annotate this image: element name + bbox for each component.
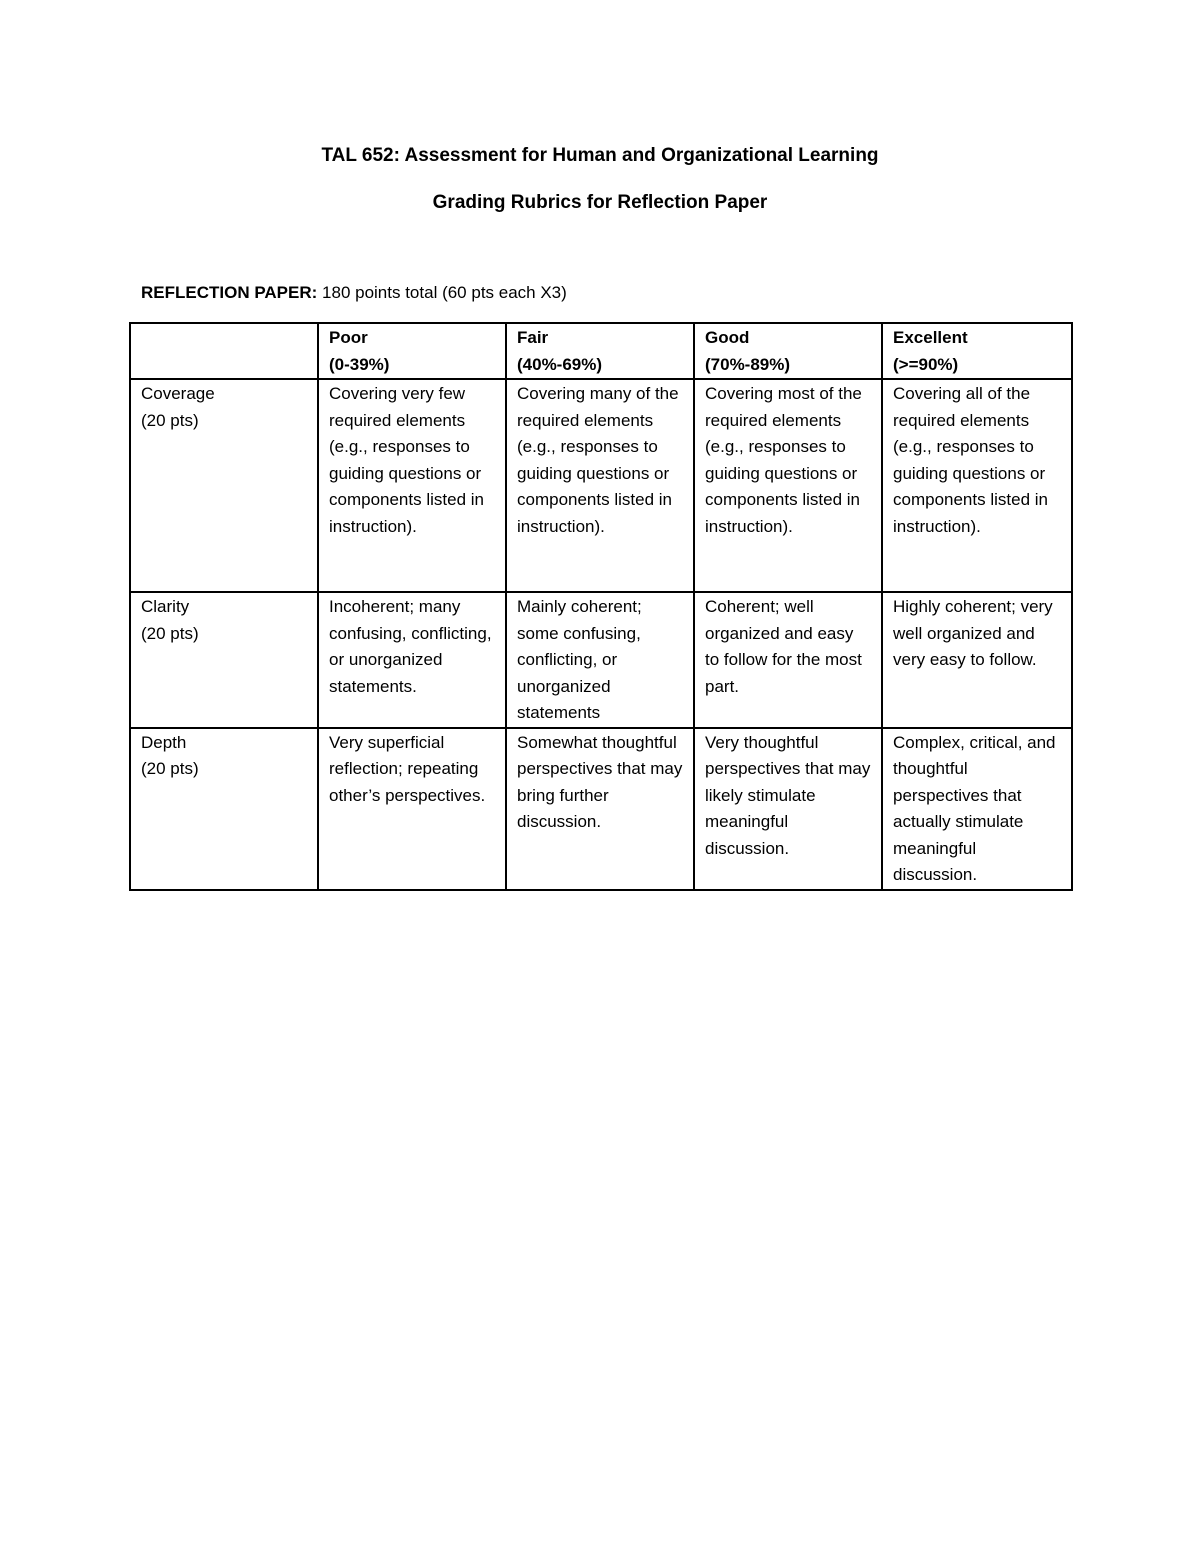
- column-range: (40%-69%): [517, 354, 603, 374]
- rubric-cell: Covering all of the required elements (e.g., responses to guiding questions or components listed in instruction).: [882, 379, 1072, 592]
- column-name: Good: [705, 328, 750, 347]
- rubric-header-row: [130, 323, 1072, 379]
- column-range: (0-39%): [329, 354, 390, 374]
- criterion-points: (20 pts): [141, 410, 199, 430]
- column-header-fair: [506, 323, 694, 379]
- column-range: (70%-89%): [705, 354, 791, 374]
- rubric-cell: Covering many of the required elements (e.g., responses to guiding questions or components listed in instruction).: [506, 379, 694, 592]
- criterion-cell: [130, 379, 318, 592]
- rubric-cell: Very superficial reflection; repeating other’s perspectives.: [318, 728, 506, 890]
- rubric-row-clarity: [130, 592, 1072, 728]
- criterion-name: Depth: [141, 732, 187, 752]
- rubric-cell: Highly coherent; very well organized and very easy to follow.: [882, 592, 1072, 728]
- column-range: (>=90%): [893, 354, 959, 374]
- document-title: TAL 652: Assessment for Human and Organizational Learning: [321, 145, 879, 166]
- criterion-name: Clarity: [141, 597, 190, 616]
- criterion-cell: [130, 592, 318, 728]
- rubric-row-depth: [130, 728, 1072, 890]
- summary-text: 180 points total (60 pts each X3): [317, 283, 567, 302]
- column-name: Fair: [517, 328, 549, 347]
- column-header-poor: [318, 323, 506, 379]
- rubric-cell: Complex, critical, and thoughtful perspectives that actually stimulate meaningful discussion.: [882, 728, 1072, 890]
- rubric-cell: Coherent; well organized and easy to follow for the most part.: [694, 592, 882, 728]
- criterion-points: (20 pts): [141, 759, 199, 778]
- rubric-table: [129, 322, 1073, 891]
- rubric-cell: Covering very few required elements (e.g., responses to guiding questions or components listed in instruction).: [318, 379, 506, 592]
- rubric-corner-cell: [130, 323, 318, 379]
- rubric-row-coverage: [130, 379, 1072, 592]
- summary-label: REFLECTION PAPER:: [141, 283, 318, 302]
- column-header-excellent: [882, 323, 1072, 379]
- column-name: Excellent: [893, 328, 968, 347]
- rubric-cell: Very thoughtful perspectives that may likely stimulate meaningful discussion.: [694, 728, 882, 890]
- rubric-cell: Somewhat thoughtful perspectives that may bring further discussion.: [506, 728, 694, 890]
- points-summary: [141, 283, 567, 303]
- column-header-good: [694, 323, 882, 379]
- criterion-name: Coverage: [141, 384, 215, 403]
- rubric-cell: Mainly coherent; some confusing, conflicting, or unorganized statements: [506, 592, 694, 728]
- criterion-cell: [130, 728, 318, 890]
- rubric-cell: Incoherent; many confusing, conflicting, or unorganized statements.: [318, 592, 506, 728]
- document-subtitle: Grading Rubrics for Reflection Paper: [432, 192, 768, 213]
- column-name: Poor: [329, 328, 368, 347]
- criterion-points: (20 pts): [141, 623, 199, 643]
- rubric-cell: Covering most of the required elements (e.g., responses to guiding questions or components listed in instruction).: [694, 379, 882, 592]
